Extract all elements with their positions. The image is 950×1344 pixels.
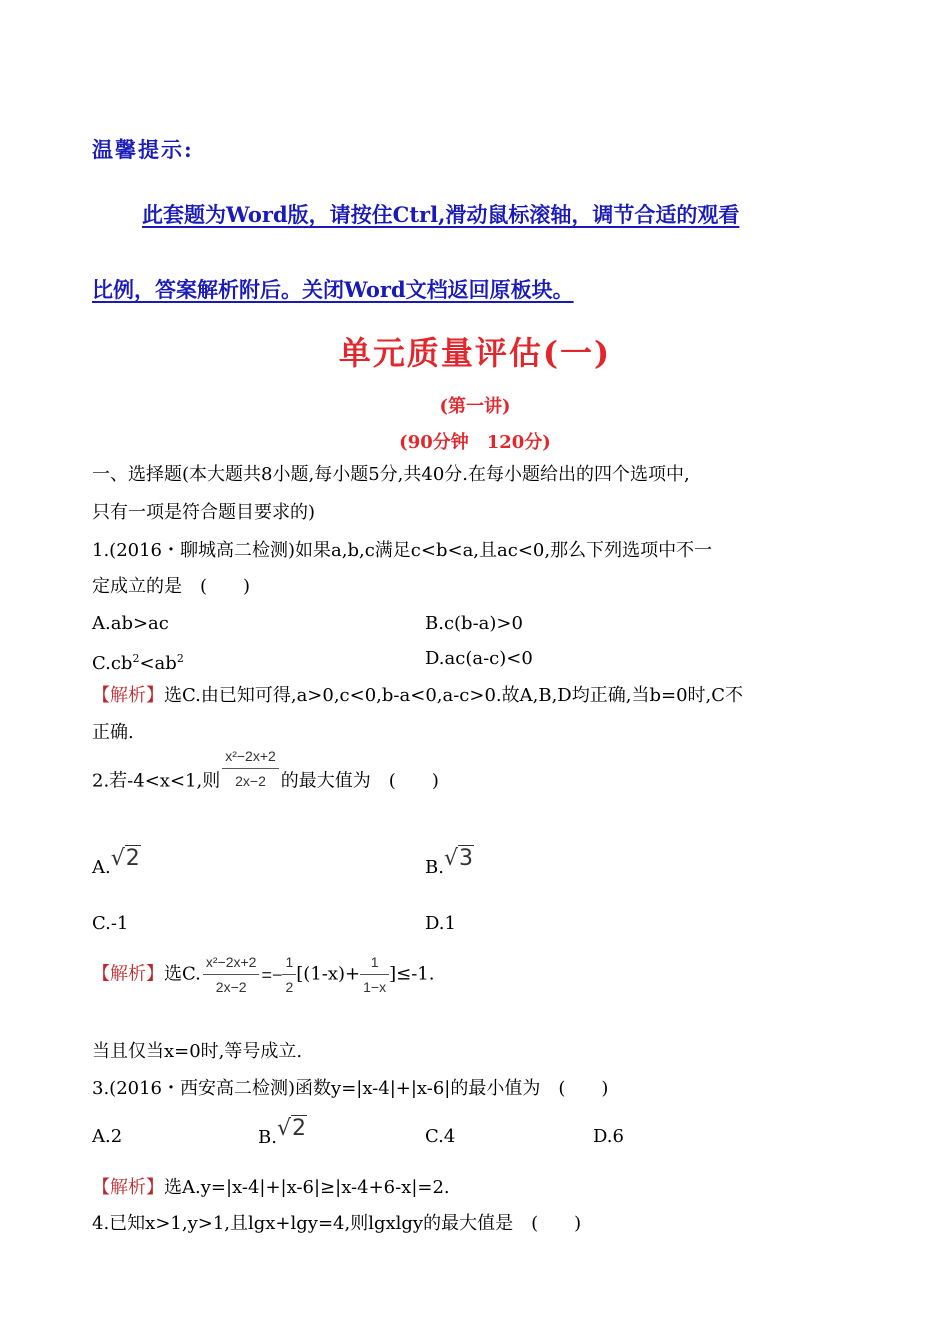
lecture-subtitle: (第一讲) xyxy=(439,396,511,417)
q1-analysis-line2: 正确. xyxy=(92,722,134,743)
q1-option-d: D.ac(a-c)<0 xyxy=(425,648,533,669)
q2-fraction: $\frac{\text{x²−2x+2}}{2x-2}$ xyxy=(222,744,279,793)
q3-option-a: A.2 xyxy=(92,1126,123,1147)
time-score: (90分钟 120分) xyxy=(399,432,551,453)
analysis-label: 【解析】 xyxy=(92,685,164,706)
q2-analysis: 【解析】选C. $\frac{\text{x²−2x+2}}{2x-2}$ =− $\frac{1}{2}$ [(1-x)+ $\frac{1}{1-x}$ ]≤-1. xyxy=(92,954,435,995)
q3-option-c: C.4 xyxy=(425,1126,456,1147)
document-title: 单元质量评估(一) xyxy=(338,334,612,372)
q3-option-d: D.6 xyxy=(593,1126,624,1147)
section-heading-line1: 一、选择题(本大题共8小题,每小题5分,共40分.在每小题给出的四个选项中, xyxy=(92,464,690,485)
section-heading-line2: 只有一项是符合题目要求的) xyxy=(92,502,316,523)
q2-note: 当且仅当x=0时,等号成立. xyxy=(92,1041,303,1062)
q2-option-d: D.1 xyxy=(425,913,456,934)
q1-option-b: B.c(b-a)>0 xyxy=(425,613,523,634)
q1-analysis-line1: 【解析】选C.由已知可得,a>0,c<0,b-a<0,a-c>0.故A,B,D均正确,当b=0时,C不 xyxy=(92,685,744,706)
sqrt-symbol: √2 xyxy=(276,1116,306,1141)
q3-analysis: 【解析】选A.y=|x-4|+|x-6|≥|x-4+6-x|=2. xyxy=(92,1177,450,1198)
notice-line-2: 比例，答案解析附后。关闭Word文档返回原板块。 xyxy=(92,277,574,302)
sqrt-symbol: √2 xyxy=(110,846,140,871)
q4-stem: 4.已知x>1,y>1,且lgx+lgy=4,则lgxlgy的最大值是 ( ) xyxy=(92,1213,582,1234)
q1-option-c: $C.cb^2<ab^2$ xyxy=(92,652,184,674)
q3-stem: 3.(2016・西安高二检测)函数y=|x-4|+|x-6|的最小值为 ( ) xyxy=(92,1078,609,1099)
q2-stem: 2.若-4<x<1,则 $\frac{\text{x²−2x+2}}{2x-2}$ 的最大值为 ( ) xyxy=(92,757,439,806)
q1-option-a: A.ab>ac xyxy=(92,613,169,634)
q3-option-b: B.√2 xyxy=(258,1116,306,1148)
q1-stem-line1: 1.(2016・聊城高二检测)如果a,b,c满足c<b<a,且ac<0,那么下列选项中不一 xyxy=(92,540,713,561)
q2-option-a: A.√2 xyxy=(92,846,140,878)
q2-option-c: C.-1 xyxy=(92,913,129,934)
q1-stem-line2: 定成立的是 ( ) xyxy=(92,576,251,597)
q2-option-b: B.√3 xyxy=(425,846,473,878)
analysis-label: 【解析】 xyxy=(92,963,164,985)
sqrt-symbol: √3 xyxy=(443,846,473,871)
notice-title: 温馨提示: xyxy=(92,137,194,162)
analysis-label: 【解析】 xyxy=(92,1177,164,1198)
notice-line-1: 此套题为Word版，请按住Ctrl,滑动鼠标滚轴，调节合适的观看 xyxy=(142,202,740,227)
